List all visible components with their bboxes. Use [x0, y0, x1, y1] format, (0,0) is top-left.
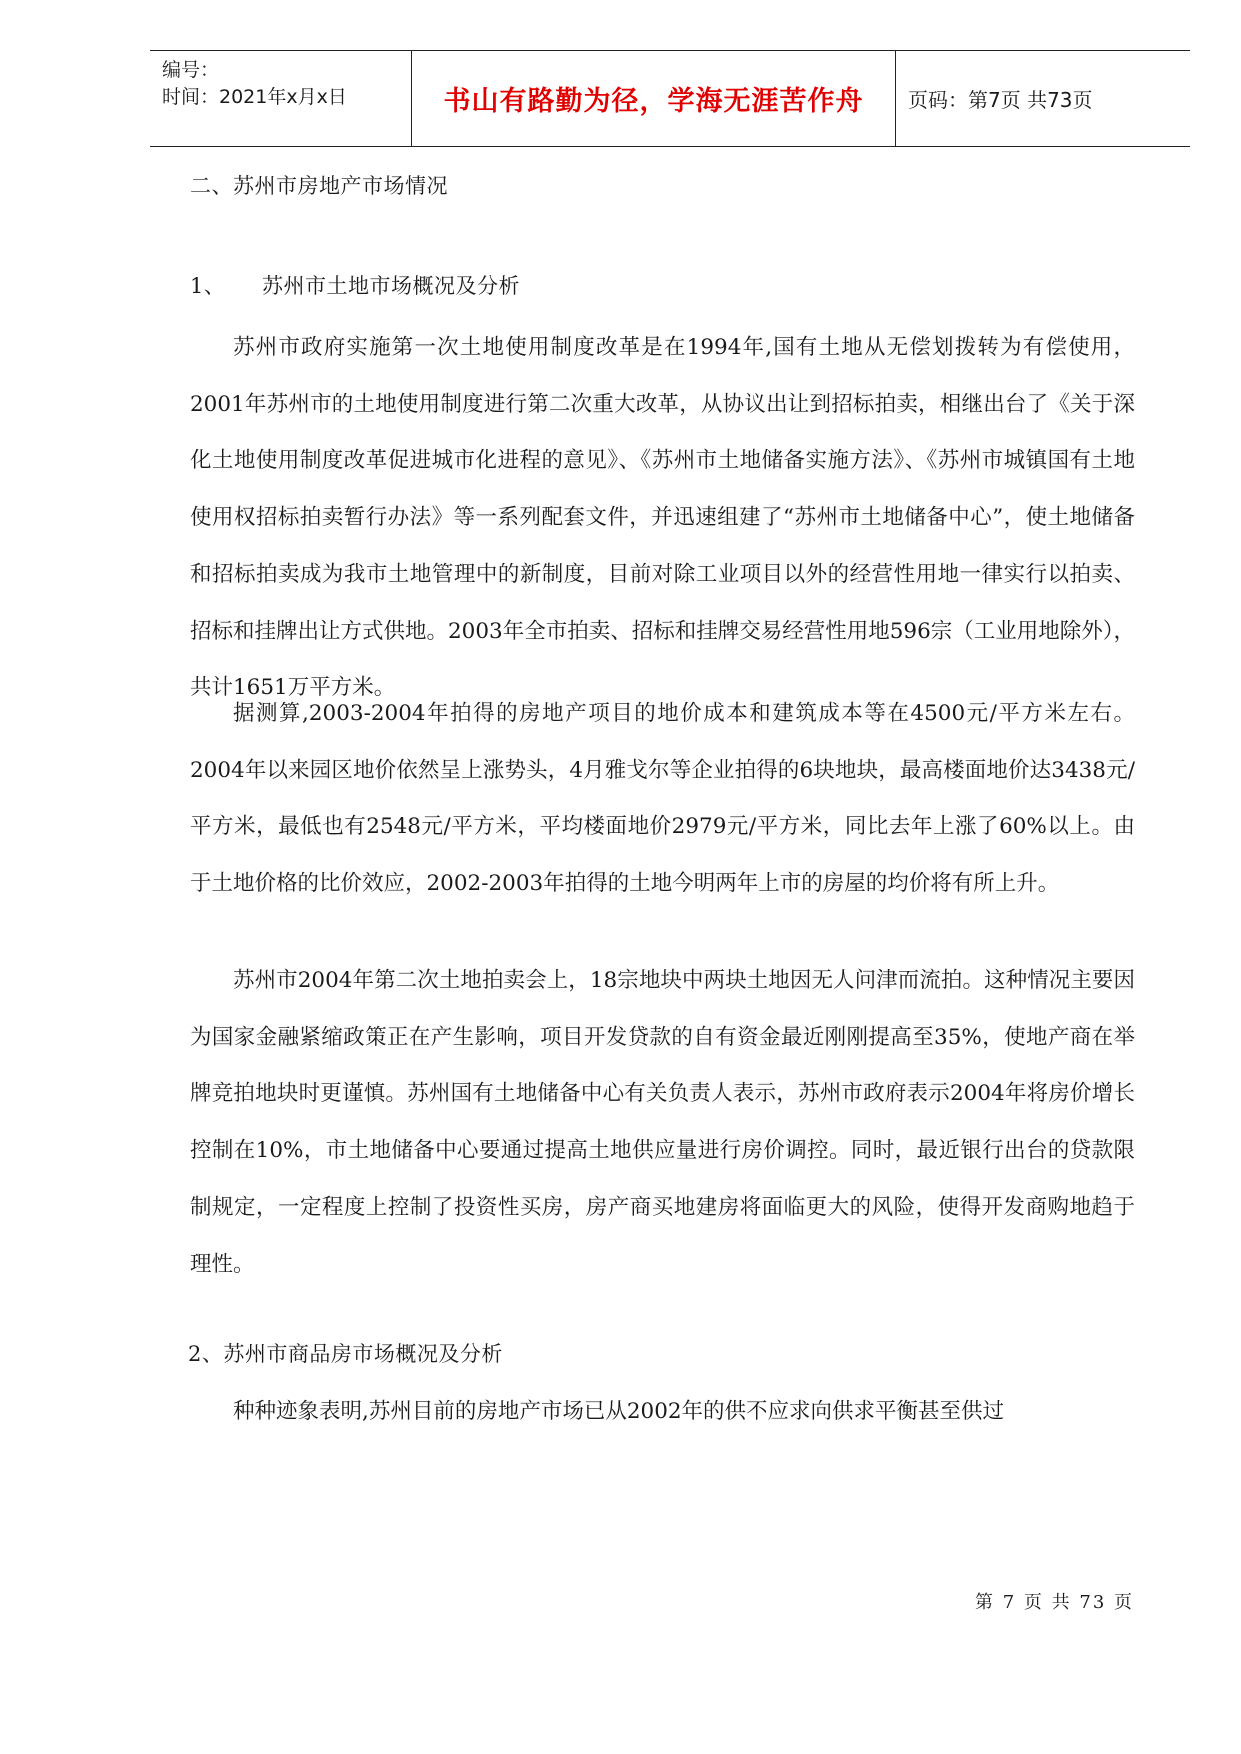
- subsection-title: 苏州市商品房市场概况及分析: [223, 1342, 503, 1366]
- document-number-label: 编号：: [162, 59, 220, 81]
- subsection-number: 2、: [188, 1342, 224, 1366]
- header-divider-right: [895, 51, 896, 146]
- header-meta: [162, 57, 347, 111]
- subsection-heading-1: [190, 270, 520, 300]
- page-header: [150, 50, 1190, 147]
- subsection-number: 1、: [190, 274, 226, 298]
- document-time-label: 时间：2021年x月x日: [162, 86, 347, 108]
- header-page-number: 页码：第7页 共73页: [908, 88, 1093, 112]
- paragraph-land-reform: 苏州市政府实施第一次土地使用制度改革是在1994年,国有土地从无偿划拨转为有偿使用，2001年苏州市的土地使用制度进行第二次重大改革，从协议出让到招标拍卖，相继出台了《关于深化土地使用制度改革促进城市化进程的意见》、《苏州市土地储备实施方法》、《苏州市城镇国有土地使用权招标拍卖暂行办法》等一系列配套文件，并迅速组建了“苏州市土地储备中心”，使土地储备和招标拍卖成为我市土地管理中的新制度，目前对除工业项目以外的经营性用地一律实行以拍卖、招标和挂牌出让方式供地。2003年全市拍卖、招标和挂牌交易经营性用地596宗（工业用地除外），共计1651万平方米。: [190, 335, 1136, 701]
- header-motto: 书山有路勤为径，学海无涯苦作舟: [443, 86, 864, 117]
- paragraph-land-auction: 苏州市2004年第二次土地拍卖会上，18宗地块中两块土地因无人问津而流拍。这种情况主要因为国家金融紧缩政策正在产生影响，项目开发贷款的自有资金最近刚刚提高至35%，使地产商在举牌竞拍地块时更谨慎。苏州国有土地储备中心有关负责人表示，苏州市政府表示2004年将房价增长控制在10%，市土地储备中心要通过提高土地供应量进行房价调控。同时，最近银行出台的贷款限制规定，一定程度上控制了投资性买房，房产商买地建房将面临更大的风险，使得开发商购地趋于理性。: [190, 968, 1135, 1277]
- subsection-heading-2: [188, 1338, 503, 1368]
- page-footer: 第 7 页 共 73 页: [975, 1592, 1134, 1613]
- subsection-title: 苏州市土地市场概况及分析: [262, 274, 520, 298]
- paragraph-housing-market: 种种迹象表明,苏州目前的房地产市场已从2002年的供不应求向供求平衡甚至供过: [233, 1399, 1005, 1424]
- section-title: 二、苏州市房地产市场情况: [190, 174, 448, 198]
- paragraph-land-price: 据测算,2003-2004年拍得的房地产项目的地价成本和建筑成本等在4500元/平方米左右。2004年以来园区地价依然呈上涨势头，4月雅戈尔等企业拍得的6块地块，最高楼面地价达3438元/平方米，最低也有2548元/平方米，平均楼面地价2979元/平方米，同比去年上涨了60%以上。由于土地价格的比价效应，2002-2003年拍得的土地今明两年上市的房屋的均价将有所上升。: [190, 701, 1135, 897]
